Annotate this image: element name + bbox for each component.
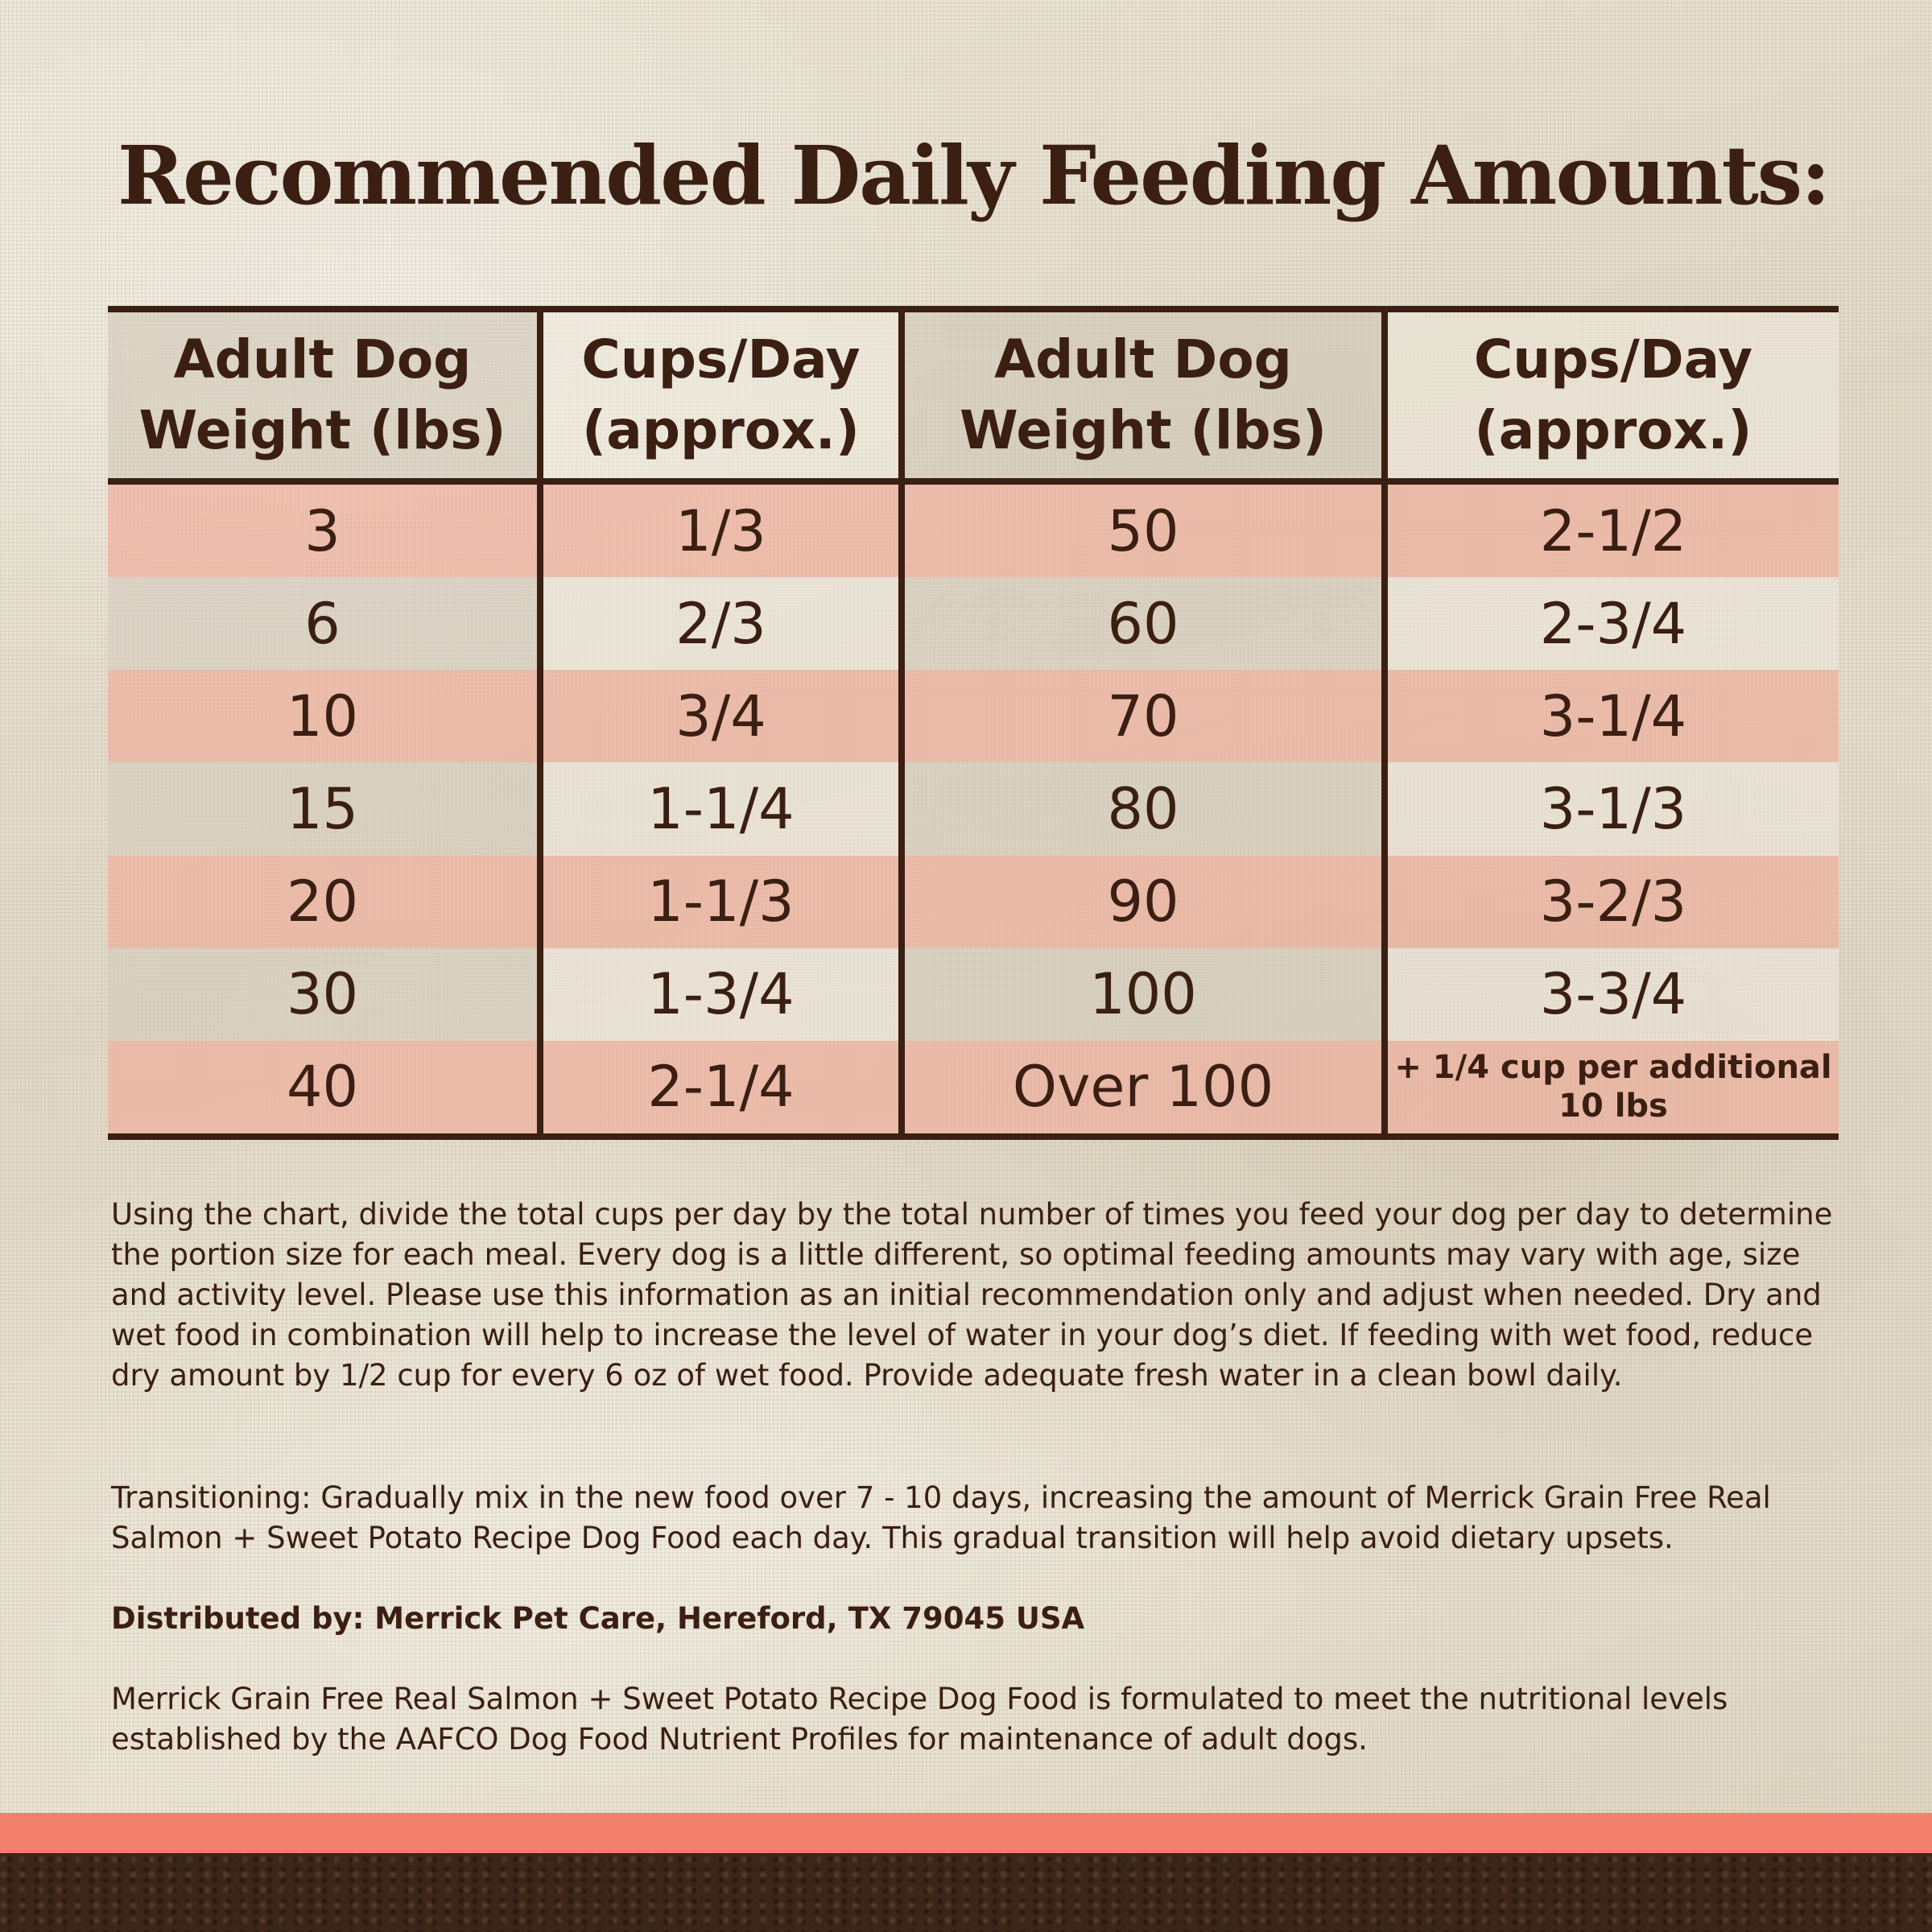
feeding-table-container	[108, 306, 1839, 1140]
header-cups-2	[1385, 312, 1839, 481]
cups-cell: 3/4	[540, 670, 902, 762]
table-row	[108, 670, 1839, 762]
weight-cell: 50	[902, 481, 1385, 577]
weight-cell: 3	[108, 481, 540, 577]
header-line: (approx.)	[582, 399, 860, 461]
header-line: Weight (lbs)	[138, 399, 506, 461]
cups-cell: 1-1/4	[540, 762, 902, 855]
table-row	[108, 577, 1839, 670]
weight-cell: Over 100	[902, 1041, 1385, 1133]
cups-cell: 1/3	[540, 481, 902, 577]
table-row	[108, 481, 1839, 577]
table-row	[108, 856, 1839, 948]
weight-cell: 90	[902, 856, 1385, 948]
header-line: Adult Dog	[173, 328, 472, 390]
cups-cell: 2/3	[540, 577, 902, 670]
header-line: (approx.)	[1474, 399, 1752, 461]
header-line: Weight (lbs)	[959, 399, 1327, 461]
cups-cell: 2-3/4	[1385, 577, 1839, 670]
table-row	[108, 1041, 1839, 1133]
header-cups-1	[540, 312, 902, 481]
distributor-text: Distributed by: Merrick Pet Care, Hereford, TX 79045 USA	[111, 1601, 1085, 1636]
cups-cell: 2-1/4	[540, 1041, 902, 1133]
page-title: Recommended Daily Feeding Amounts:	[118, 128, 1829, 223]
table-row	[108, 948, 1839, 1041]
header-line: Cups/Day	[581, 328, 861, 390]
header-line: Cups/Day	[1473, 328, 1753, 390]
feeding-table	[108, 312, 1839, 1133]
header-line: Adult Dog	[994, 328, 1292, 390]
salmon-accent-band	[0, 1813, 1932, 1853]
table-header-row	[108, 312, 1839, 481]
weight-cell: 6	[108, 577, 540, 670]
table-row	[108, 762, 1839, 855]
weight-cell: 30	[108, 948, 540, 1041]
cups-cell: 3-2/3	[1385, 856, 1839, 948]
header-weight-2	[902, 312, 1385, 481]
weight-cell: 10	[108, 670, 540, 762]
cups-cell: 1-1/3	[540, 856, 902, 948]
cups-cell: 1-3/4	[540, 948, 902, 1041]
weight-cell: 100	[902, 948, 1385, 1041]
weight-cell: 70	[902, 670, 1385, 762]
weight-cell: 60	[902, 577, 1385, 670]
cups-cell-note: + 1/4 cup per additional 10 lbs	[1385, 1041, 1839, 1133]
aafco-statement: Merrick Grain Free Real Salmon + Sweet Potato Recipe Dog Food is formulated to meet the nutritional levels established by the AAFCO Dog Food Nutrient Profiles for maintenance of adult dogs.	[111, 1682, 1728, 1757]
cups-cell: 3-1/4	[1385, 670, 1839, 762]
feeding-instructions: Using the chart, divide the total cups per day by the total number of times you feed your dog per day to determine the portion size for each meal. Every dog is a little different, so optimal feeding amounts may vary with age, size and activity level. Please use this information as an initial recommendation only and adjust when needed. Dry and wet food in combination will help to increase the level of water in your dog’s diet. If feeding with wet food, reduce dry amount by 1/2 cup for every 6 oz of wet food. Provide adequate fresh water in a clean bowl daily.	[111, 1197, 1833, 1393]
transitioning-text: Transitioning: Gradually mix in the new food over 7 - 10 days, increasing the amount of Merrick Grain Free Real Salmon + Sweet Potato Recipe Dog Food each day. This gradual transition will help avoid dietary upsets.	[111, 1480, 1771, 1555]
weight-cell: 40	[108, 1041, 540, 1133]
cups-cell: 3-1/3	[1385, 762, 1839, 855]
cups-cell: 3-3/4	[1385, 948, 1839, 1041]
weight-cell: 15	[108, 762, 540, 855]
weight-cell: 20	[108, 856, 540, 948]
cups-cell: 2-1/2	[1385, 481, 1839, 577]
weight-cell: 80	[902, 762, 1385, 855]
header-weight-1	[108, 312, 540, 481]
soil-texture-band	[0, 1853, 1932, 1932]
